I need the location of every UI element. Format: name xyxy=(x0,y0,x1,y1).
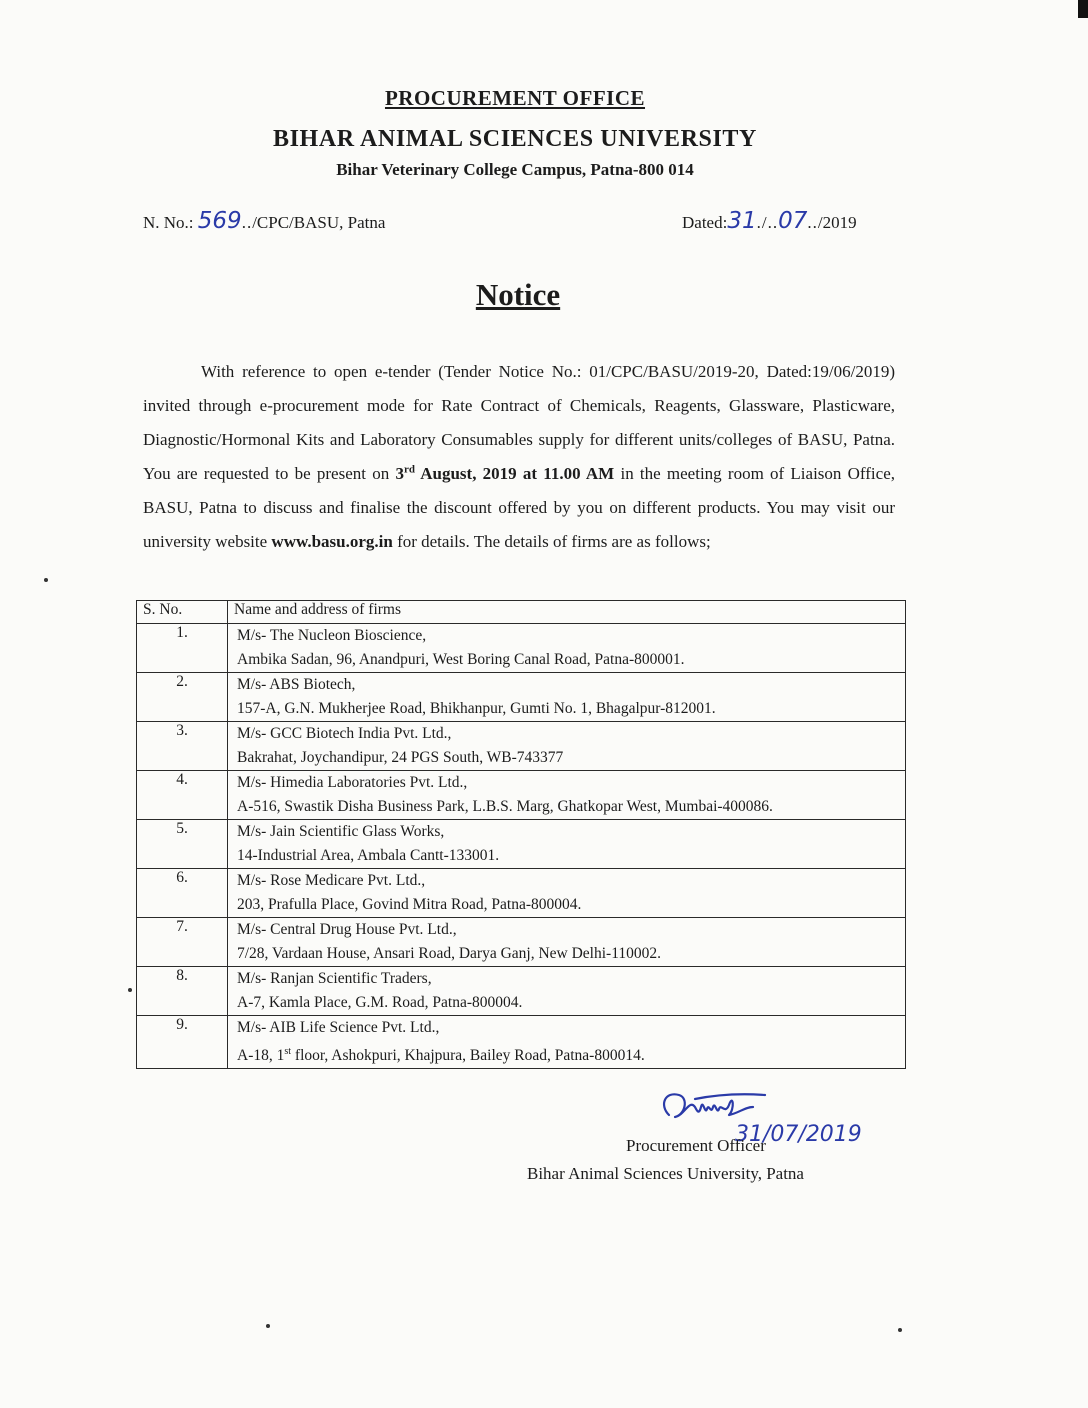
firm-name: M/s- Himedia Laboratories Pvt. Ltd., xyxy=(237,774,468,791)
scan-speck xyxy=(266,1324,270,1328)
notice-number xyxy=(143,208,385,234)
firm-address: 203, Prafulla Place, Govind Mitra Road, Patna-800004. xyxy=(237,896,582,913)
table-row xyxy=(137,673,906,722)
signature-date: 31/07/2019 xyxy=(735,1122,862,1147)
firm-name: M/s- Ranjan Scientific Traders, xyxy=(237,970,432,987)
firm-header: Name and address of firms xyxy=(228,601,906,624)
firm-cell xyxy=(228,820,906,869)
scan-edge-mark xyxy=(1078,0,1088,18)
signatory-designation: Procurement Officer xyxy=(626,1136,766,1155)
dots: ./.. xyxy=(756,213,779,232)
body-part-1: With reference to open e-tender (Tender Notice No.: 01/CPC/BASU/2019-20, Dated:19/06/2019) invited through e-procurement mode for Rate Contract of Chemicals, Reagents, Glassware, Plasticware, Diagnostic/Hormonal Kits and Laboratory Consumables supply for different units/colleges of BASU, Patna. You are requested to be present on xyxy=(143,362,895,483)
address-part: floor, Ashokpuri, Khajpura, Bailey Road, Patna-800014. xyxy=(291,1047,645,1065)
firm-address: A-7, Kamla Place, G.M. Road, Patna-800004. xyxy=(237,994,523,1011)
table-row xyxy=(137,869,906,918)
table-row xyxy=(137,918,906,967)
handwritten-month: 07 xyxy=(778,208,808,234)
serial-number: 6. xyxy=(137,869,228,918)
date-year: /2019 xyxy=(817,213,857,232)
notice-date xyxy=(682,208,857,234)
table-header-row xyxy=(137,601,906,624)
firm-address: A-516, Swastik Disha Business Park, L.B.S. Marg, Ghatkopar West, Mumbai-400086. xyxy=(237,798,773,815)
firm-cell xyxy=(228,967,906,1016)
university-name: BIHAR ANIMAL SCIENCES UNIVERSITY xyxy=(273,126,757,152)
firm-cell xyxy=(228,624,906,673)
firm-name: M/s- ABS Biotech, xyxy=(237,676,356,693)
university-address: Bihar Veterinary College Campus, Patna-800 014 xyxy=(336,160,694,179)
firm-cell xyxy=(228,918,906,967)
notice-body xyxy=(143,355,895,559)
dots: .. xyxy=(807,213,818,232)
firm-name: M/s- The Nucleon Bioscience, xyxy=(237,627,427,644)
body-part-2: in the meeting room of Liaison Office, BASU, Patna to discuss and finalise the discount offered by you on different products. You may visit our university website xyxy=(143,464,895,551)
dots: .. xyxy=(241,213,253,232)
serial-number: 7. xyxy=(137,918,228,967)
firm-address: Bakrahat, Joychandipur, 24 PGS South, WB-743377 xyxy=(237,749,564,766)
table-row xyxy=(137,624,906,673)
serial-number: 5. xyxy=(137,820,228,869)
notice-number-label: N. No.: xyxy=(143,213,194,232)
firms-table xyxy=(136,600,906,1069)
firm-address: 7/28, Vardaan House, Ansari Road, Darya Ganj, New Delhi-110002. xyxy=(237,945,662,962)
serial-number: 1. xyxy=(137,624,228,673)
serial-number: 4. xyxy=(137,771,228,820)
date-label: Dated: xyxy=(682,213,728,232)
table-row xyxy=(137,722,906,771)
body-part-3: for details. The details of firms are as follows; xyxy=(392,532,711,551)
firm-name: M/s- AIB Life Science Pvt. Ltd., xyxy=(237,1019,440,1036)
handwritten-day: 31 xyxy=(727,208,757,234)
scan-speck xyxy=(128,988,132,992)
office-heading: PROCUREMENT OFFICE xyxy=(384,86,646,110)
firm-cell xyxy=(228,869,906,918)
firm-name: M/s- Jain Scientific Glass Works, xyxy=(237,823,445,840)
meeting-date-rest: August, 2019 at 11.00 AM xyxy=(414,464,615,483)
ordinal-suffix: st xyxy=(284,1046,292,1057)
firm-name: M/s- Central Drug House Pvt. Ltd., xyxy=(237,921,457,938)
firm-name: M/s- GCC Biotech India Pvt. Ltd., xyxy=(237,725,452,742)
table-row xyxy=(137,771,906,820)
firm-address: 157-A, G.N. Mukherjee Road, Bhikhanpur, Gumti No. 1, Bhagalpur-812001. xyxy=(237,700,716,717)
firm-address xyxy=(237,1040,905,1068)
meeting-datetime xyxy=(395,464,614,483)
firm-name: M/s- Rose Medicare Pvt. Ltd., xyxy=(237,872,426,889)
scan-speck xyxy=(898,1328,902,1332)
serial-number: 2. xyxy=(137,673,228,722)
serial-number: 8. xyxy=(137,967,228,1016)
firm-cell xyxy=(228,722,906,771)
notice-title: Notice xyxy=(475,277,561,312)
firm-cell xyxy=(228,673,906,722)
address-part: A-18, 1 xyxy=(237,1047,285,1065)
serial-number: 3. xyxy=(137,722,228,771)
scan-speck xyxy=(44,578,48,582)
meeting-day: 3 xyxy=(395,464,404,483)
firm-address: Ambika Sadan, 96, Anandpuri, West Boring Canal Road, Patna-800001. xyxy=(237,651,685,668)
signatory-institution: Bihar Animal Sciences University, Patna xyxy=(527,1164,804,1183)
firm-cell xyxy=(228,771,906,820)
table-row xyxy=(137,967,906,1016)
firm-address: 14-Industrial Area, Ambala Cantt-133001. xyxy=(237,847,500,864)
website-link[interactable]: www.basu.org.in xyxy=(271,532,393,551)
meeting-day-suffix: rd xyxy=(403,463,415,476)
serial-number: 9. xyxy=(137,1016,228,1069)
table-row xyxy=(137,820,906,869)
table-row xyxy=(137,1016,906,1069)
firm-cell xyxy=(228,1016,906,1069)
sno-header: S. No. xyxy=(137,601,228,624)
notice-number-suffix: /CPC/BASU, Patna xyxy=(252,213,386,232)
handwritten-notice-number: 569 xyxy=(197,208,242,234)
